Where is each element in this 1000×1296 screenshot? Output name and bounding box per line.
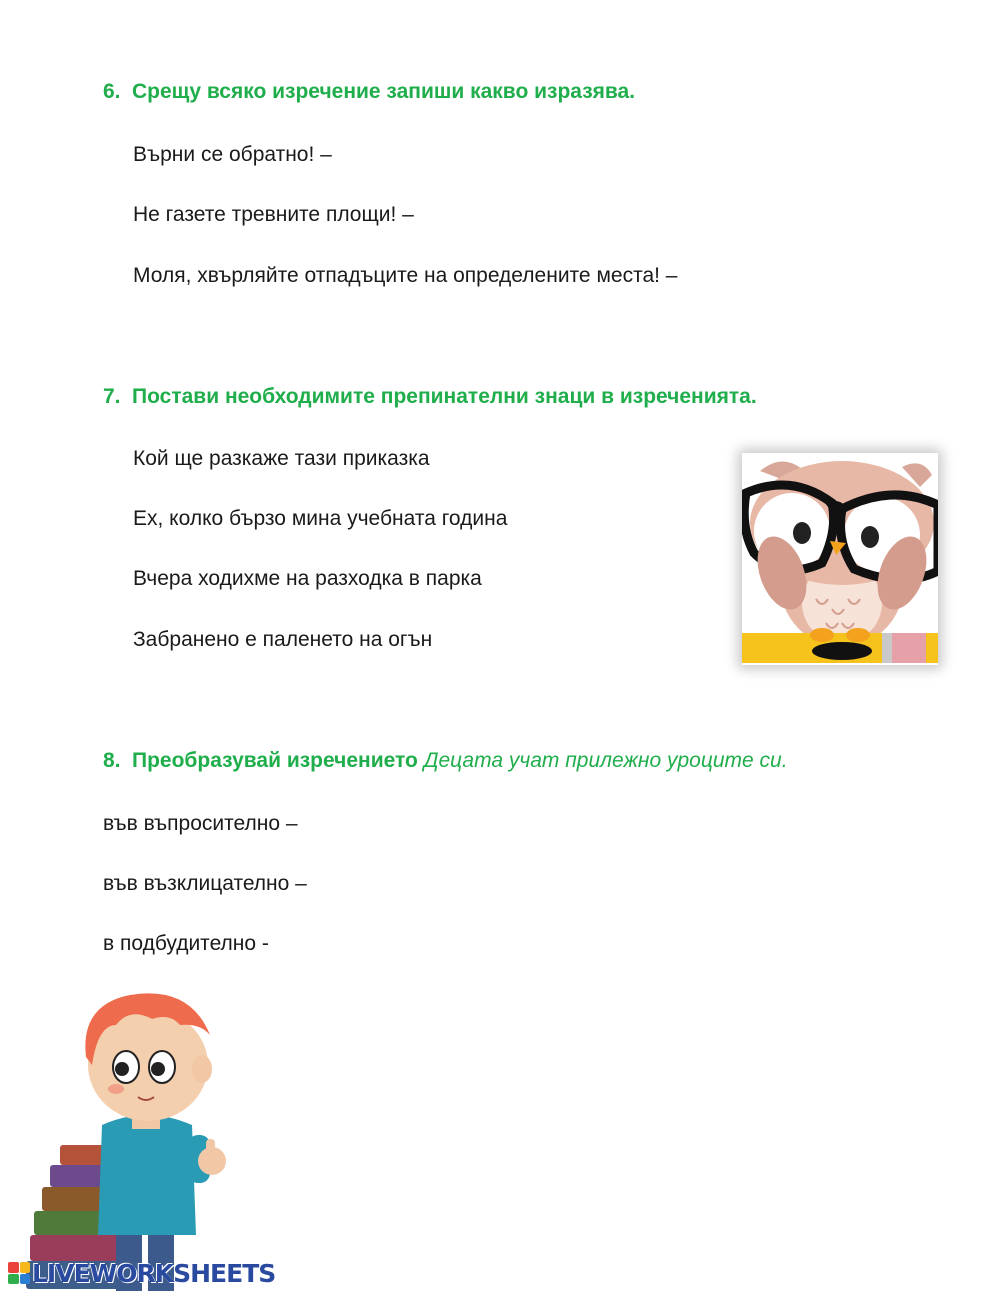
logo-square-yellow	[20, 1262, 31, 1273]
q6-line-1: Върни се обратно! –	[133, 143, 332, 166]
q7-line-1: Кой ще разкаже тази приказка	[133, 447, 430, 470]
q7-title-text: Постави необходимите препинателни знаци в изреченията.	[132, 385, 757, 408]
logo-mark-icon	[8, 1262, 30, 1284]
owl-icon	[742, 453, 938, 665]
logo-square-blue	[20, 1274, 31, 1285]
q7-line-3: Вчера ходихме на разходка в парка	[133, 567, 482, 590]
q8-sentence: Децата учат прилежно уроците си.	[423, 749, 788, 772]
q6-line-3: Моля, хвърляйте отпадъците на определените места! –	[133, 264, 678, 287]
logo-text: LIVEWORKSHEETS	[32, 1258, 276, 1288]
q7-title	[103, 385, 757, 409]
owl-illustration	[742, 453, 938, 665]
q8-title	[103, 749, 788, 773]
q7-number: 7.	[103, 385, 121, 408]
q8-line-3: в подбудително -	[103, 932, 269, 955]
q8-number: 8.	[103, 749, 121, 772]
q7-line-2: Ех, колко бързо мина учебната година	[133, 507, 508, 530]
q6-title	[103, 80, 635, 104]
q8-line-1: във въпросително –	[103, 812, 298, 835]
q8-title-text: Преобразувай изречението	[132, 749, 418, 772]
boy-with-books-illustration	[20, 985, 280, 1291]
boy-icon	[20, 985, 280, 1291]
logo-square-green	[8, 1274, 19, 1285]
q6-line-2: Не газете тревните площи! –	[133, 203, 414, 226]
q6-number: 6.	[103, 80, 121, 103]
liveworksheets-logo	[8, 1258, 275, 1288]
q6-title-text: Срещу всяко изречение запиши какво изразява.	[132, 80, 636, 103]
q8-line-2: във възклицателно –	[103, 872, 307, 895]
q7-line-4: Забранено е паленето на огън	[133, 628, 433, 651]
logo-square-red	[8, 1262, 19, 1273]
